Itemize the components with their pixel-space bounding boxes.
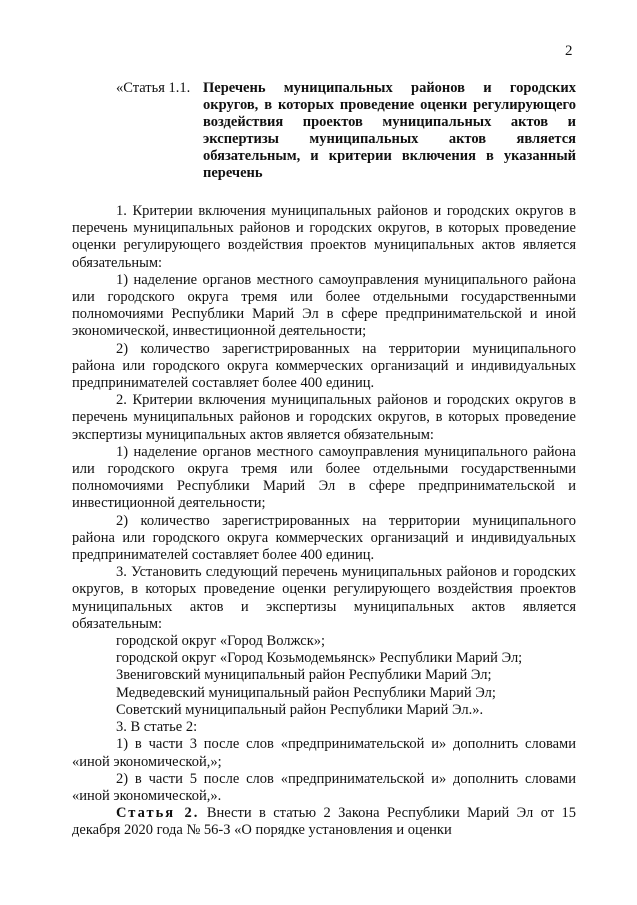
list-item: Медведевский муниципальный район Республики Марий Эл; [116,684,496,701]
article-2-paragraph [72,805,576,839]
article-heading [116,80,576,182]
amendment-paragraph: 3. В статье 2: [116,719,198,736]
paragraph: 2) количество зарегистрированных на территории муниципального района или городского округа коммерческих организаций и индивидуальных предпринимателей составляет более 400 единиц. [72,512,576,564]
amendment-paragraph: 1) в части 3 после слов «предпринимательской и» дополнить словами «иной экономической,»; [72,736,576,770]
list-item: Звениговский муниципальный район Республики Марий Эл; [116,667,492,684]
paragraph: 1. Критерии включения муниципальных районов и городских округов в перечень муниципальных районов и городских округов, в которых проведение оценки регулирующего воздействия проектов муниципальных актов является обязательным: [72,203,576,271]
list-item: городской округ «Город Волжск»; [116,633,326,650]
paragraph: 1) наделение органов местного самоуправления муниципального района или городского округа тремя или более отдельными государственными полномочиями Республики Марий Эл в сфере предпринимательской и инвестиционной деятельности; [72,443,576,512]
article-2-text: Внести в статью 2 Закона Республики Марий Эл от 15 декабря 2020 года № 56-З «О порядке установления и оценки [72,805,576,839]
list-item: Советский муниципальный район Республики Марий Эл.». [116,701,484,718]
paragraph: 1) наделение органов местного самоуправления муниципального района или городского округа тремя или более отдельными государственными полномочиями Республики Марий Эл в сфере предпринимательской и иной экономической, инвестиционной деятельности; [72,271,576,340]
paragraph: 2. Критерии включения муниципальных районов и городских округов в перечень муниципальных районов и городских округов, в которых проведение экспертизы муниципальных актов является обязательным: [72,392,576,443]
paragraph: 3. Установить следующий перечень муниципальных районов и городских округов, в которых проведение оценки регулирующего воздействия проектов муниципальных актов и экспертизы муниципальных актов является обязательным: [72,564,576,632]
amendment-paragraph: 2) в части 5 после слов «предпринимательской и» дополнить словами «иной экономической,». [72,770,576,804]
paragraph: 2) количество зарегистрированных на территории муниципального района или городского округа коммерческих организаций и индивидуальных предпринимателей составляет более 400 единиц. [72,340,576,392]
article-2-label: Статья 2. [116,805,200,822]
article-title: Перечень муниципальных районов и городских округов, в которых проведение оценки регулирующего воздействия проектов муниципальных актов и экспертизы муниципальных актов является обязательным, и критерии включения в указанный перечень [203,80,576,181]
page-number: 2 [565,43,573,59]
document-body [72,203,576,840]
article-label: «Статья 1.1. [116,80,191,96]
list-item: городской округ «Город Козьмодемьянск» Республики Марий Эл; [116,650,523,667]
